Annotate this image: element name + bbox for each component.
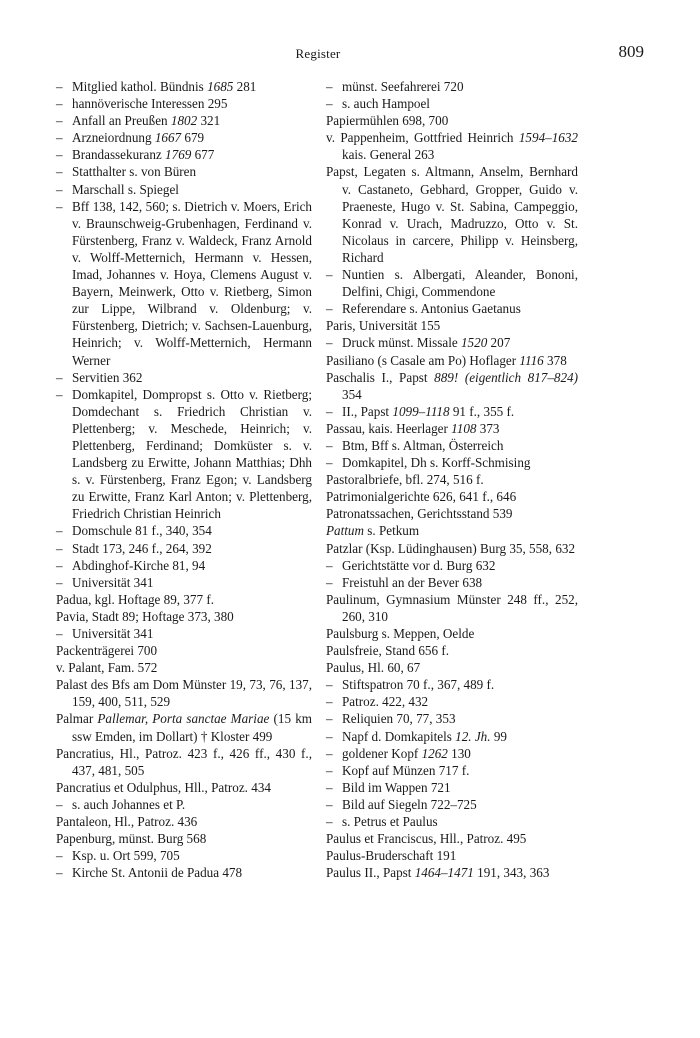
entry-italic: 1116 bbox=[519, 352, 544, 368]
subentry-dash: – bbox=[56, 626, 63, 641]
subentry-dash: – bbox=[56, 574, 63, 590]
entry-text: Abdinghof-Kirche 81, 94 bbox=[72, 557, 206, 573]
index-entry bbox=[326, 830, 578, 847]
entry-text: Papiermühlen 698, 700 bbox=[326, 113, 449, 129]
entry-text: Gerichtstätte vor d. Burg 632 bbox=[342, 557, 496, 573]
index-subentry bbox=[56, 181, 312, 198]
index-subentry bbox=[56, 198, 312, 369]
index-subentry bbox=[56, 796, 312, 813]
entry-text: Papst, Legaten s. Altmann, Anselm, Bernhard v. Castaneto, Gebhard, Gropper, Guido v. Praeneste, Hugo v. St. Sabina, Campeggio, Konrad v. Urach, Madruzzo, Otto v. St. Nicolaus in carcere, Philipp v. Heinsberg, Richard bbox=[326, 164, 578, 265]
index-entry bbox=[56, 710, 312, 744]
index-subentry bbox=[326, 266, 578, 300]
entry-text: Bild auf Siegeln 722–725 bbox=[342, 796, 477, 812]
index-subentry bbox=[56, 847, 312, 864]
entry-text: Napf d. Domkapitels bbox=[342, 728, 456, 744]
index-subentry bbox=[326, 95, 578, 112]
entry-text: goldener Kopf bbox=[342, 745, 422, 761]
entry-text: Pantaleon, Hl., Patroz. 436 bbox=[56, 814, 198, 830]
index-subentry bbox=[326, 78, 578, 95]
index-subentry bbox=[326, 574, 578, 591]
entry-italic: 1667 bbox=[154, 130, 182, 146]
entry-text: Reliquien 70, 77, 353 bbox=[342, 711, 456, 727]
subentry-dash: – bbox=[56, 113, 63, 129]
entry-text-rest: (15 km ssw Emden, im Dollart) † Kloster 499 bbox=[72, 711, 312, 744]
entry-text: Domkapitel, Dh s. Korff-Schmising bbox=[342, 455, 531, 471]
entry-text: Paulinum, Gymnasium Münster 248 ff., 252, 260, 310 bbox=[326, 591, 578, 624]
index-subentry bbox=[326, 300, 578, 317]
entry-text-rest: 679 bbox=[181, 130, 205, 146]
subentry-dash: – bbox=[326, 96, 333, 112]
index-subentry bbox=[326, 676, 578, 693]
index-subentry bbox=[326, 710, 578, 727]
entry-text: Mitglied kathol. Bündnis bbox=[72, 79, 208, 94]
entry-text: Patronatssachen, Gerichtsstand 539 bbox=[326, 506, 513, 522]
entry-text: Patzlar (Ksp. Lüdinghausen) Burg 35, 558, 632 bbox=[326, 540, 576, 556]
index-entry bbox=[326, 129, 578, 163]
entry-text: Paulus-Bruderschaft 191 bbox=[326, 848, 457, 864]
index-entry bbox=[326, 659, 578, 676]
entry-text: Universität 341 bbox=[72, 574, 154, 590]
running-head: Register bbox=[295, 46, 341, 61]
entry-text-rest: 378 bbox=[543, 352, 567, 368]
entry-italic: 1262 bbox=[421, 745, 448, 761]
index-entry bbox=[326, 522, 578, 539]
index-subentry bbox=[56, 78, 312, 95]
subentry-dash: – bbox=[326, 745, 333, 761]
index-subentry bbox=[56, 574, 312, 591]
index-entry bbox=[56, 642, 312, 659]
subentry-dash: – bbox=[326, 335, 333, 351]
index-subentry bbox=[326, 334, 578, 351]
entry-text: Kopf auf Münzen 717 f. bbox=[342, 762, 470, 778]
index-subentry bbox=[326, 762, 578, 779]
entry-text-rest: 677 bbox=[191, 147, 215, 163]
entry-text: Nuntien s. Albergati, Aleander, Bononi, Delfini, Chigi, Commendone bbox=[342, 267, 578, 300]
entry-italic: 1108 bbox=[451, 420, 477, 436]
index-entry bbox=[56, 659, 312, 676]
index-subentry bbox=[56, 540, 312, 557]
entry-text-rest: 354 bbox=[342, 386, 362, 402]
subentry-dash: – bbox=[56, 386, 63, 402]
entry-italic: 1802 bbox=[170, 113, 198, 129]
entry-text: Universität 341 bbox=[72, 626, 154, 641]
index-entry bbox=[326, 420, 578, 437]
subentry-dash: – bbox=[326, 301, 333, 317]
entry-text: münst. Seefahrerei 720 bbox=[342, 79, 464, 94]
entry-text: Paris, Universität 155 bbox=[326, 318, 441, 334]
entry-text: Pasiliano (s Casale am Po) Hoflager bbox=[326, 352, 520, 368]
entry-text-rest: 130 bbox=[447, 745, 471, 761]
entry-text: Passau, kais. Heerlager bbox=[326, 420, 452, 436]
entry-text: Referendare s. Antonius Gaetanus bbox=[342, 301, 521, 317]
index-entry bbox=[56, 676, 312, 710]
entry-italic: 1594–1632 bbox=[518, 130, 578, 146]
entry-italic: 12. Jh. bbox=[455, 728, 491, 744]
subentry-dash: – bbox=[56, 540, 63, 556]
page-header bbox=[56, 40, 644, 66]
index-entry bbox=[326, 540, 578, 557]
index-subentry bbox=[326, 779, 578, 796]
index-entry bbox=[56, 745, 312, 779]
entry-text: v. Palant, Fam. 572 bbox=[56, 660, 158, 676]
subentry-dash: – bbox=[326, 437, 333, 453]
index-subentry bbox=[326, 437, 578, 454]
index-subentry bbox=[56, 146, 312, 163]
index-subentry bbox=[56, 129, 312, 146]
entry-text: Papenburg, münst. Burg 568 bbox=[56, 831, 207, 847]
entry-text: Paulus II., Papst bbox=[326, 865, 415, 881]
index-entry bbox=[56, 779, 312, 796]
index-subentry bbox=[326, 745, 578, 762]
index-entry bbox=[326, 369, 578, 403]
index-subentry bbox=[326, 813, 578, 830]
subentry-dash: – bbox=[326, 79, 333, 94]
entry-text: Servitien 362 bbox=[72, 369, 143, 385]
index-entry bbox=[56, 830, 312, 847]
index-subentry bbox=[326, 403, 578, 420]
entry-italic: 1769 bbox=[165, 147, 192, 163]
entry-text-rest: 191, 343, 363 bbox=[473, 865, 550, 881]
subentry-dash: – bbox=[56, 369, 63, 385]
entry-text-rest: 321 bbox=[197, 113, 221, 129]
subentry-dash: – bbox=[326, 779, 333, 795]
entry-text: Pastoralbriefe, bfl. 274, 516 f. bbox=[326, 472, 484, 488]
entry-text: Kirche St. Antonii de Padua 478 bbox=[72, 865, 243, 881]
index-subentry bbox=[56, 95, 312, 112]
subentry-dash: – bbox=[56, 796, 63, 812]
entry-italic: Pattum bbox=[326, 523, 364, 539]
index-entry bbox=[326, 505, 578, 522]
index-entry bbox=[326, 163, 578, 266]
index-entry bbox=[56, 608, 312, 625]
entry-text: Freistuhl an der Bever 638 bbox=[342, 574, 483, 590]
subentry-dash: – bbox=[56, 198, 63, 214]
subentry-dash: – bbox=[56, 130, 63, 146]
entry-text: Pancratius, Hl., Patroz. 423 f., 426 ff., 430 f., 437, 481, 505 bbox=[56, 745, 312, 778]
entry-text: Paulsburg s. Meppen, Oelde bbox=[326, 626, 475, 641]
subentry-dash: – bbox=[56, 848, 63, 864]
index-entry bbox=[326, 112, 578, 129]
entry-text: Pancratius et Odulphus, Hll., Patroz. 434 bbox=[56, 779, 271, 795]
entry-text: Paulus et Franciscus, Hll., Patroz. 495 bbox=[326, 831, 527, 847]
entry-text: Palast des Bfs am Dom Münster 19, 73, 76, 137, 159, 400, 511, 529 bbox=[56, 677, 312, 710]
index-entry bbox=[326, 591, 578, 625]
subentry-dash: – bbox=[56, 96, 63, 112]
entry-text-rest: s. Petkum bbox=[363, 523, 420, 539]
index-entry bbox=[326, 864, 578, 881]
entry-italic: 1099–1118 bbox=[392, 403, 450, 419]
index-subentry bbox=[326, 796, 578, 813]
subentry-dash: – bbox=[326, 403, 333, 419]
subentry-dash: – bbox=[56, 557, 63, 573]
subentry-dash: – bbox=[326, 694, 333, 710]
index-subentry bbox=[56, 625, 312, 642]
index-subentry bbox=[56, 557, 312, 574]
entry-text: v. Pappenheim, Gottfried Heinrich bbox=[326, 130, 519, 146]
entry-text: Arzneiordnung bbox=[72, 130, 155, 146]
subentry-dash: – bbox=[56, 79, 63, 94]
entry-italic: Pallemar, Porta sanctae Mariae bbox=[97, 711, 270, 727]
index-column-right bbox=[326, 78, 578, 881]
index-subentry bbox=[326, 557, 578, 574]
subentry-dash: – bbox=[326, 728, 333, 744]
entry-text: Druck münst. Missale bbox=[342, 335, 461, 351]
index-subentry bbox=[326, 693, 578, 710]
entry-italic: 1464–1471 bbox=[414, 865, 474, 881]
entry-text: Stiftspatron 70 f., 367, 489 f. bbox=[342, 677, 495, 693]
index-subentry bbox=[56, 386, 312, 523]
index-subentry bbox=[56, 522, 312, 539]
entry-text: Stadt 173, 246 f., 264, 392 bbox=[72, 540, 212, 556]
entry-text: Domkapitel, Dompropst s. Otto v. Rietberg; Domdechant s. Friedrich Christian v. Plettenberg; v. Meschede, Heinrich; v. Plettenberg, Ferdinand; Domküster s. v. Landsberg zu Erwitte, Johann Matthias; Dhh s. v. Fürstenberg, Franz Egon; v. Landsberg zu Erwitte, Franz Karl Anton; v. Plettenberg, Friedrich Christian Heinrich bbox=[72, 386, 312, 522]
entry-text: hannöverische Interessen 295 bbox=[72, 96, 228, 112]
entry-text: Paulsfreie, Stand 656 f. bbox=[326, 643, 449, 659]
subentry-dash: – bbox=[326, 267, 333, 283]
subentry-dash: – bbox=[326, 814, 333, 830]
subentry-dash: – bbox=[326, 557, 333, 573]
index-entry bbox=[326, 471, 578, 488]
subentry-dash: – bbox=[56, 147, 63, 163]
entry-text: Padua, kgl. Hoftage 89, 377 f. bbox=[56, 591, 215, 607]
index-subentry bbox=[56, 864, 312, 881]
entry-text: Patroz. 422, 432 bbox=[342, 694, 429, 710]
index-entry bbox=[326, 847, 578, 864]
entry-text: Palmar bbox=[56, 711, 98, 727]
subentry-dash: – bbox=[326, 762, 333, 778]
index-subentry bbox=[326, 728, 578, 745]
index-subentry bbox=[326, 454, 578, 471]
index-entry bbox=[326, 642, 578, 659]
page-number: 809 bbox=[618, 42, 644, 61]
entry-text: s. auch Hampoel bbox=[342, 96, 430, 112]
entry-italic: 889! (eigentlich 817–824) bbox=[434, 369, 578, 385]
entry-text: Statthalter s. von Büren bbox=[72, 164, 197, 180]
entry-text: Brandassekuranz bbox=[72, 147, 166, 163]
index-subentry bbox=[56, 112, 312, 129]
entry-text: Bild im Wappen 721 bbox=[342, 779, 451, 795]
entry-text-rest: 207 bbox=[487, 335, 511, 351]
entry-text: II., Papst bbox=[342, 403, 393, 419]
subentry-dash: – bbox=[56, 181, 63, 197]
entry-text: Paulus, Hl. 60, 67 bbox=[326, 660, 421, 676]
subentry-dash: – bbox=[326, 711, 333, 727]
entry-text: Domschule 81 f., 340, 354 bbox=[72, 523, 212, 539]
index-entry bbox=[56, 813, 312, 830]
entry-text: Anfall an Preußen bbox=[72, 113, 171, 129]
index-subentry bbox=[56, 369, 312, 386]
entry-text: Bff 138, 142, 560; s. Dietrich v. Moers, Erich v. Braunschweig-Grubenhagen, Ferdinand v. Fürstenberg, Franz v. Waldeck, Franz Arnold v. Wolff-Metternich, Hermann v. Hessen, Imad, Johannes v. Hoya, Clemens August v. Bayern, Meinwerk, Otto v. Rietberg, Simon zur Lippe, Wilbrand v. Oldenburg; v. Fürstenberg, Dietrich; v. Sachsen-Lauenburg, Heinrich; v. Wolff-Metternich, Hermann Werner bbox=[72, 198, 312, 368]
index-entry bbox=[326, 317, 578, 334]
subentry-dash: – bbox=[56, 865, 63, 881]
entry-text: Paschalis I., Papst bbox=[326, 369, 435, 385]
entry-text: Patrimonialgerichte 626, 641 f., 646 bbox=[326, 489, 517, 505]
subentry-dash: – bbox=[56, 523, 63, 539]
entry-text: Ksp. u. Ort 599, 705 bbox=[72, 848, 180, 864]
entry-text: Btm, Bff s. Altman, Österreich bbox=[342, 437, 504, 453]
subentry-dash: – bbox=[326, 455, 333, 471]
index-subentry bbox=[56, 163, 312, 180]
index-entry bbox=[56, 591, 312, 608]
entry-text: Marschall s. Spiegel bbox=[72, 181, 179, 197]
index-entry bbox=[326, 625, 578, 642]
entry-text: Pavia, Stadt 89; Hoftage 373, 380 bbox=[56, 608, 234, 624]
subentry-dash: – bbox=[326, 796, 333, 812]
entry-text: s. auch Johannes et P. bbox=[72, 796, 186, 812]
entry-text-rest: kais. General 263 bbox=[342, 147, 435, 163]
entry-italic: 1520 bbox=[460, 335, 488, 351]
subentry-dash: – bbox=[326, 574, 333, 590]
entry-text-rest: 373 bbox=[476, 420, 500, 436]
index-column-left bbox=[56, 78, 312, 881]
subentry-dash: – bbox=[56, 164, 63, 180]
entry-text: Packenträgerei 700 bbox=[56, 643, 158, 659]
subentry-dash: – bbox=[326, 677, 333, 693]
index-entry bbox=[326, 352, 578, 369]
entry-text-rest: 99 bbox=[490, 728, 507, 744]
entry-text-rest: 281 bbox=[233, 79, 257, 94]
index-entry bbox=[326, 488, 578, 505]
entry-italic: 1685 bbox=[207, 79, 234, 94]
entry-text: s. Petrus et Paulus bbox=[342, 814, 438, 830]
entry-text-rest: 91 f., 355 f. bbox=[449, 403, 515, 419]
